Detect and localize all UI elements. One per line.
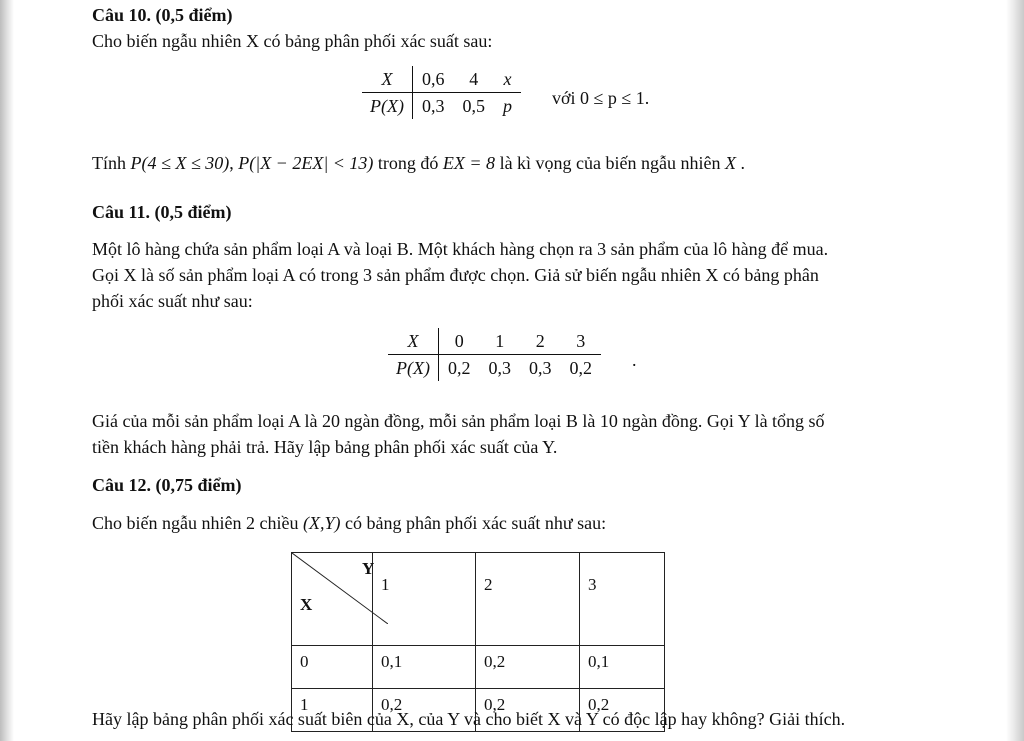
q10-expr-3: EX = 8 bbox=[442, 153, 496, 173]
q12-prob-cell: 0,1 bbox=[373, 646, 476, 689]
q10-intro: Cho biến ngẫu nhiên X có bảng phân phối xác suất sau: bbox=[92, 31, 493, 51]
q11-x-label: X bbox=[388, 328, 438, 355]
q12-corner-x: X bbox=[300, 595, 313, 614]
q11-distribution-table bbox=[388, 328, 601, 381]
page-shadow-right bbox=[1006, 0, 1024, 741]
q10-period: . bbox=[740, 153, 746, 173]
q11-para1-line2: Gọi X là số sản phẩm loại A có trong 3 sản phẩm được chọn. Giả sử biến ngẫu nhiên X có bảng phân bbox=[92, 265, 819, 285]
q10-p-value: p bbox=[502, 95, 512, 116]
q10-title: Câu 10. (0,5 điểm) bbox=[92, 5, 233, 25]
q11-x-value: 1 bbox=[479, 328, 520, 355]
q10-x-value: x bbox=[494, 66, 521, 93]
q10-expr-2: P(|X − 2EX| < 13) bbox=[238, 153, 374, 173]
q11-p-value: 0,2 bbox=[569, 357, 592, 378]
q12-question: Hãy lập bảng phân phối xác suất biên của X, của Y và cho biết X và Y có độc lập hay không? Giải thích. bbox=[92, 709, 846, 729]
q12-prob-cell: 0,1 bbox=[580, 646, 665, 689]
q12-y-header: 3 bbox=[580, 553, 665, 646]
q12-prob-cell: 0,2 bbox=[373, 689, 476, 732]
q12-prob-cell: 0,2 bbox=[580, 689, 665, 732]
q10-p-value: 0,5 bbox=[462, 95, 485, 116]
q12-intro-prefix: Cho biến ngẫu nhiên 2 chiều bbox=[92, 513, 299, 533]
page-shadow-left bbox=[0, 0, 14, 741]
q10-p-label: P(X) bbox=[362, 93, 412, 120]
q11-para1-line1: Một lô hàng chứa sản phẩm loại A và loại B. Một khách hàng chọn ra 3 sản phẩm của lô hàng để mua. bbox=[92, 239, 829, 259]
q11-para1-line3: phối xác suất như sau: bbox=[92, 291, 253, 311]
q10-expr-1: P(4 ≤ X ≤ 30) bbox=[130, 153, 230, 173]
q12-corner-cell bbox=[292, 553, 373, 646]
q11-para2-line1: Giá của mỗi sản phẩm loại A là 20 ngàn đồng, mỗi sản phẩm loại B là 10 ngàn đồng. Gọi Y là tổng số bbox=[92, 411, 825, 431]
q10-x-value: 4 bbox=[453, 66, 494, 93]
q10-sep: , bbox=[229, 153, 234, 173]
q11-x-value: 3 bbox=[560, 328, 601, 355]
q11-p-value: 0,3 bbox=[488, 357, 511, 378]
q11-x-value: 0 bbox=[438, 328, 479, 355]
q10-var-x: X bbox=[725, 153, 737, 173]
q12-title: Câu 12. (0,75 điểm) bbox=[92, 475, 242, 495]
q10-x-value: 0,6 bbox=[412, 66, 453, 93]
q10-distribution-table bbox=[362, 66, 521, 119]
q12-x-header: 1 bbox=[292, 689, 373, 732]
q12-intro bbox=[92, 512, 606, 534]
q12-y-header: 1 bbox=[373, 553, 476, 646]
q10-x-label: X bbox=[362, 66, 412, 93]
q12-table-row bbox=[292, 646, 665, 689]
q12-intro-var: (X,Y) bbox=[302, 513, 341, 533]
q10-condition: với 0 ≤ p ≤ 1. bbox=[552, 88, 650, 108]
q11-title: Câu 11. (0,5 điểm) bbox=[92, 202, 232, 222]
q12-intro-suffix: có bảng phân phối xác suất như sau: bbox=[344, 513, 607, 533]
q10-task-end: là kì vọng của biến ngẫu nhiên bbox=[499, 153, 721, 173]
q12-joint-table bbox=[291, 552, 665, 732]
q12-prob-cell: 0,2 bbox=[476, 646, 580, 689]
q12-prob-cell: 0,2 bbox=[476, 689, 580, 732]
q10-task-mid: trong đó bbox=[377, 153, 439, 173]
q11-para2-line2: tiền khách hàng phải trả. Hãy lập bảng phân phối xác suất của Y. bbox=[92, 437, 558, 457]
q12-corner-y: Y bbox=[362, 559, 375, 578]
q11-p-value: 0,3 bbox=[528, 357, 552, 378]
q10-task bbox=[92, 152, 745, 174]
q12-x-header: 0 bbox=[292, 646, 373, 689]
q11-table-end: . bbox=[632, 350, 637, 370]
q10-p-value: 0,3 bbox=[421, 95, 445, 116]
q11-p-value: 0,2 bbox=[447, 357, 471, 378]
q10-task-prefix: Tính bbox=[92, 153, 126, 173]
q11-x-value: 2 bbox=[520, 328, 561, 355]
q11-p-label: P(X) bbox=[388, 355, 438, 382]
q12-y-header: 2 bbox=[476, 553, 580, 646]
